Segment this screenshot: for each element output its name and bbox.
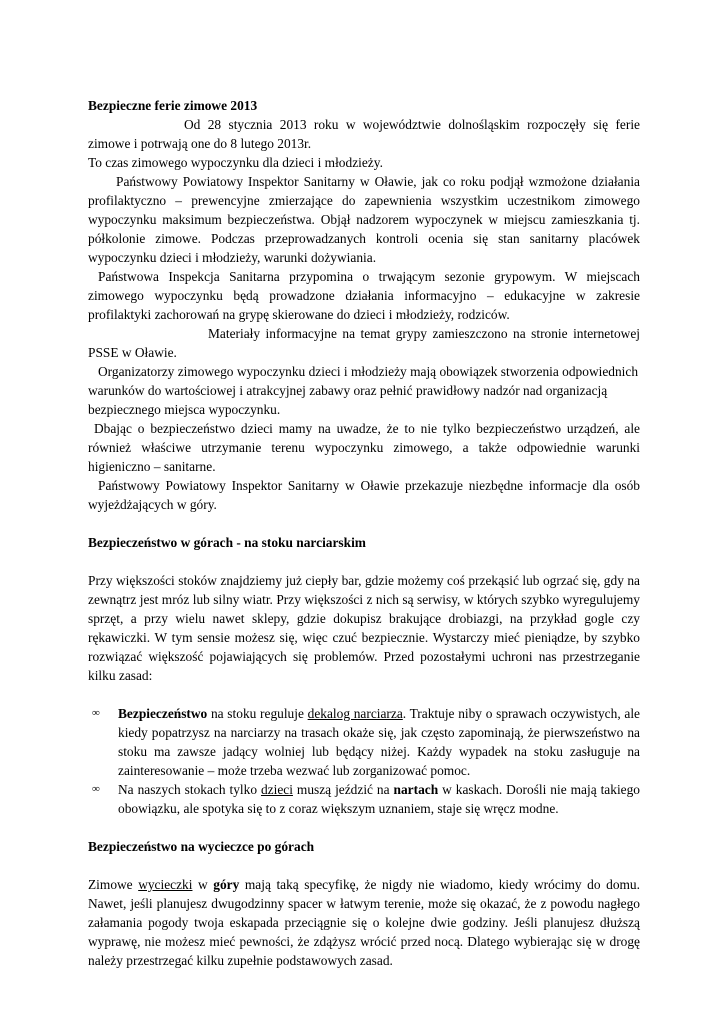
paragraph-winter-rest: To czas zimowego wypoczynku dla dzieci i młodzieży. xyxy=(88,155,383,170)
spacer xyxy=(88,856,640,875)
trip-text: w xyxy=(192,877,214,892)
paragraph-dates: Od 28 stycznia 2013 roku w województwie dolnośląskim rozpoczęły się ferie zimowe i potrwają one do 8 lutego 2013r. xyxy=(88,117,640,151)
paragraph-organizers: Organizatorzy zimowego wypoczynku dzieci i młodzieży mają obowiązek stworzenia odpowiednich warunków do wartościowej i atrakcyjnej zabawy oraz pełnić prawidłowy nadzór nad organizacją bezpiecznego miejsca wypoczynku. xyxy=(88,364,639,417)
list-text: w kaskach. Dorośli nie mają takiego obowiązku, ale spotyka się to z coraz większym uznaniem, staje się wręcz modne. xyxy=(118,782,640,816)
list-item xyxy=(88,704,640,780)
trip-text: mają taką specyfikę, że nigdy nie wiadomo, kiedy wrócimy do domu. Nawet, jeśli planujesz dwugodzinny spacer w łatwym terenie, może się okazać, że z powodu nagłego załamania pogody twoja eskapada przeciągnie się o kolejne dwie godziny. Jeśli planujesz dłuższą wyprawę, nie możesz mieć pewności, że zdążysz wrócić przed nocą. Dlatego wybierając się w drogę należy przestrzegać kilku zupełnie podstawowych zasad. xyxy=(88,877,640,968)
list-text: na stoku reguluje xyxy=(207,706,308,721)
section-title-ferie: Bezpieczne ferie zimowe 2013 xyxy=(88,98,258,113)
bold-term: Bezpieczeństwo xyxy=(118,706,208,721)
section-title-slope: Bezpieczeństwo w górach - na stoku narciarskim xyxy=(88,535,366,550)
paragraph-mountain-info: Państwowy Powiatowy Inspektor Sanitarny w Oławie przekazuje niezbędne informacje dla osób wyjeżdżających w góry. xyxy=(88,478,640,512)
dzieci-link[interactable]: dzieci xyxy=(260,782,293,797)
spacer xyxy=(88,818,640,837)
list-item xyxy=(88,780,640,818)
infinity-bullet-icon: ∞ xyxy=(92,707,100,719)
spacer xyxy=(88,685,640,704)
list-text: Na naszych stokach tylko xyxy=(118,782,261,797)
paragraph-inspector-actions: Państwowy Powiatowy Inspektor Sanitarny w Oławie, jak co roku podjął wzmożone działania profilaktyczno – prewencyjne zmierzające do zapewnienia wszystkim uczestnikom zimowego wypoczynku maksimum bezpieczeństwa. Objął nadzorem wypoczynek w miejscu zamieszkania tj. półkolonie zimowe. Podczas przeprowadzanych kontroli ocenia się stan sanitarny placówek wypoczynku dzieci i młodzieży, warunki dożywiania. xyxy=(88,174,640,265)
slope-rules-list xyxy=(88,704,640,818)
infinity-bullet-icon: ∞ xyxy=(92,783,100,795)
section-title-trip: Bezpieczeństwo na wycieczce po górach xyxy=(88,839,315,854)
spacer xyxy=(88,552,640,571)
list-text: . Traktuje niby o sprawach oczywistych, ale kiedy popatrzysz na narciarzy na trasach okaże się, jak często zapominają, że pierwszeństwo na stoku ma zawsze jadący wolniej lub będący niżej. Każdy wypadek na stoku zasługuje na zainteresowanie – może trzeba wezwać lub zorganizować pomoc. xyxy=(118,706,640,778)
bold-term: góry xyxy=(213,877,240,892)
paragraph-flu-materials: Materiały informacyjne na temat grypy zamieszczono na stronie internetowej PSSE w Oławie. xyxy=(88,326,640,360)
spacer xyxy=(88,514,640,533)
dekalog-link[interactable]: dekalog narciarza xyxy=(307,706,403,721)
paragraph-trip xyxy=(88,875,640,970)
paragraph-safety-care: Dbając o bezpieczeństwo dzieci mamy na uwadze, że to nie tylko bezpieczeństwo urządzeń, ale również właściwe utrzymanie terenu wypoczynku zimowego, a także odpowiednie warunki higieniczno – sanitarne. xyxy=(88,421,640,474)
paragraph-flu-season: Państwowa Inspekcja Sanitarna przypomina o trwającym sezonie grypowym. W miejscach zimowego wypoczynku będą prowadzone działania informacyjno – edukacyjne w zakresie profilaktyki zachorowań na grypę skierowane do dzieci i młodzieży, rodziców. xyxy=(88,269,640,322)
bold-term: nartach xyxy=(393,782,439,797)
trip-text: Zimowe xyxy=(88,877,139,892)
list-text: muszą jeździć na xyxy=(292,782,394,797)
wycieczki-link[interactable]: wycieczki xyxy=(138,877,193,892)
paragraph-slope-intro: Przy większości stoków znajdziemy już ciepły bar, gdzie możemy coś przekąsić lub ogrzać się, gdy na zewnątrz jest mróz lub silny wiatr. Przy większości z nich są serwisy, w których szybko wyregulujemy sprzęt, a przy wielu nawet sklepy, gdzie dokupisz brakujące drobiazgi, na przykład gogle czy rękawiczki. W tym sensie możesz się, więc czuć bezpiecznie. Wystarczy mieć pieniądze, by szybko rozwiązać większość pojawiających się problemów. Przed pozostałymi uchroni nas przestrzeganie kilku zasad: xyxy=(88,573,640,683)
document-body xyxy=(88,96,640,970)
